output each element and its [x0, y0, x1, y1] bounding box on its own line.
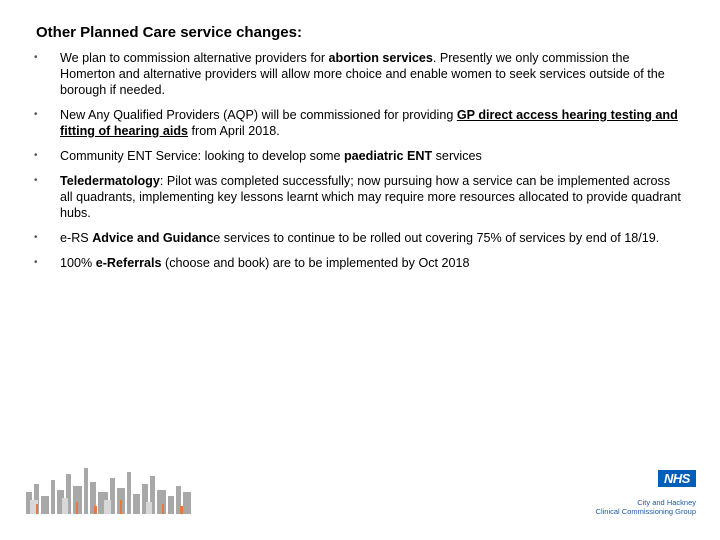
org-name-line1: City and Hackney	[637, 498, 696, 507]
city-skyline-icon	[24, 462, 204, 514]
slide-title: Other Planned Care service changes:	[36, 24, 302, 41]
bullet-item-ent	[34, 148, 684, 164]
bullet-emphasis: abortion services	[328, 51, 433, 65]
bullet-emphasis: e-Referrals	[95, 256, 162, 270]
bullet-item-advice-guidance	[34, 230, 684, 246]
bullet-text: . Presently we only commission the Homerton and alternative providers will allow more choice and enable women to seek services outside of the borough if needed.	[60, 51, 665, 97]
org-name-line2: Clinical Commissioning Group	[595, 507, 696, 516]
bullet-item-aqp	[34, 107, 684, 139]
bullet-text: from April 2018.	[188, 124, 280, 138]
bullet-glyph: •	[34, 109, 38, 120]
bullet-emphasis: paediatric ENT	[343, 149, 433, 163]
bullet-glyph: •	[34, 150, 38, 161]
bullet-item-e-referrals	[34, 255, 684, 271]
bullet-emphasis: Teledermatology	[60, 174, 160, 188]
nhs-logo: NHS	[658, 470, 696, 487]
bullet-emphasis: GP direct access hearing testing and fitting of hearing aids	[60, 108, 678, 138]
bullet-item-teledermatology	[34, 173, 684, 221]
bullet-list	[34, 50, 684, 280]
bullet-text: (choose and book) are to be implemented by Oct 2018	[161, 256, 470, 270]
bullet-glyph: •	[34, 257, 38, 268]
bullet-glyph: •	[34, 52, 38, 63]
bullet-text: 100%	[60, 256, 96, 270]
bullet-glyph: •	[34, 175, 38, 186]
bullet-emphasis: Advice and Guidanc	[92, 231, 214, 245]
bullet-text: Community ENT Service: looking to develop some	[60, 149, 344, 163]
bullet-text: e services to continue to be rolled out covering 75% of services by end of 18/19.	[213, 231, 660, 245]
bullet-text: services	[432, 149, 482, 163]
bullet-text: e-RS	[60, 231, 93, 245]
bullet-item-abortion	[34, 50, 684, 98]
org-name	[596, 498, 696, 516]
bullet-text: : Pilot was completed successfully; now pursuing how a service can be implemented across all quadrants, implementing key lessons learnt which may require more resources allocated to provide quadrant hubs.	[60, 174, 681, 220]
bullet-glyph: •	[34, 232, 38, 243]
bullet-text: We plan to commission alternative providers for	[60, 51, 329, 65]
bullet-text: New Any Qualified Providers (AQP) will be commissioned for providing	[60, 108, 457, 122]
